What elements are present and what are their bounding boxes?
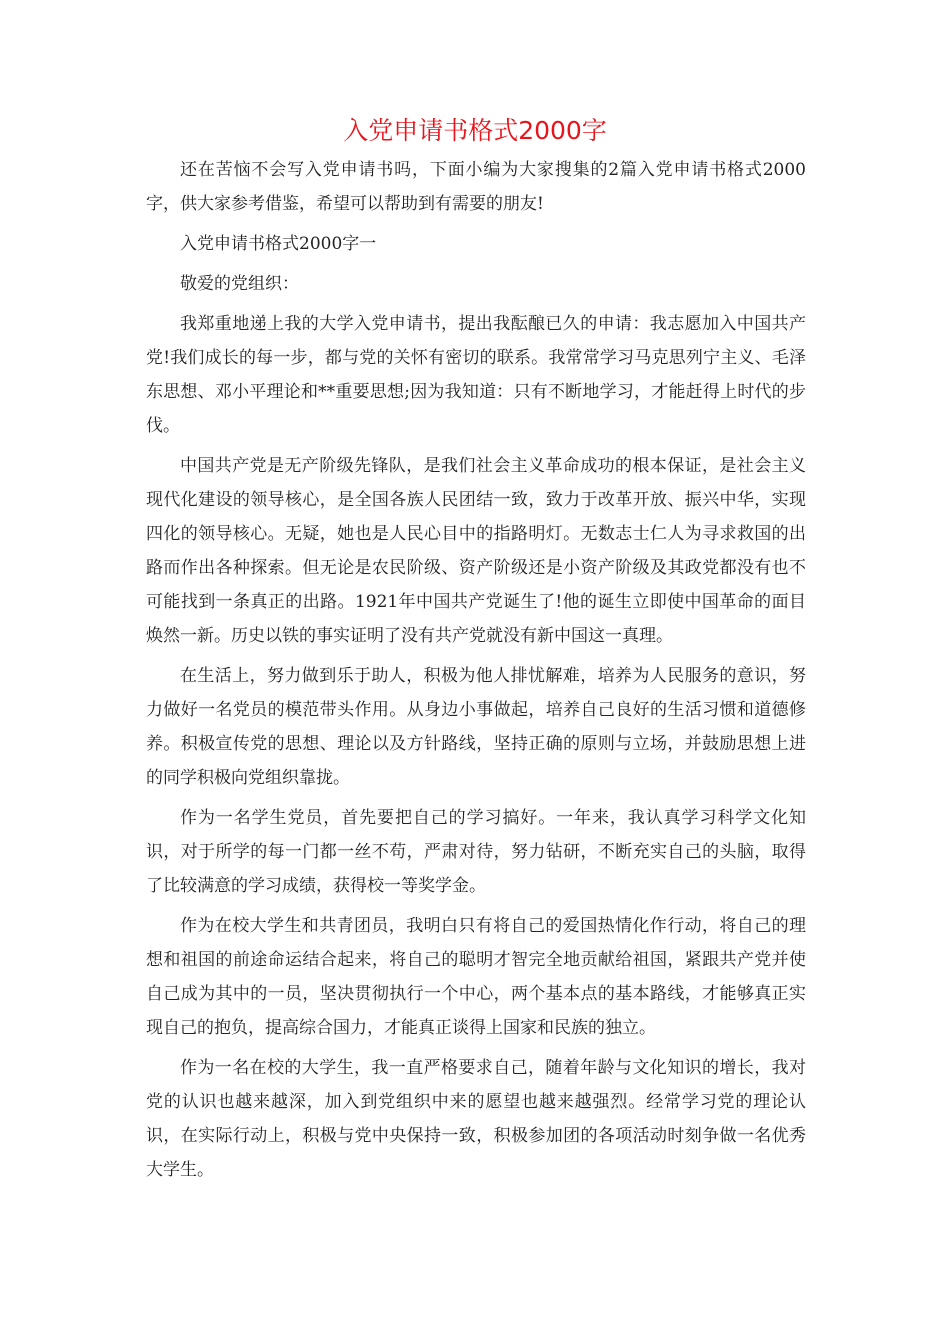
- salutation: 敬爱的党组织：: [180, 274, 299, 294]
- body-paragraph: 在生活上，努力做到乐于助人，积极为他人排忧解难，培养为人民服务的意识，努力做好一名党员的模范带头作用。从身边小事做起，培养自己良好的生活习惯和道德修养。积极宣传党的思想、理论以及方针路线，坚持正确的原则与立场，并鼓励思想上进的同学积极向党组织靠拢。: [146, 666, 806, 788]
- intro-paragraph: 还在苦恼不会写入党申请书吗，下面小编为大家搜集的2篇入党申请书格式2000字，供大家参考借鉴，希望可以帮助到有需要的朋友!: [146, 160, 806, 214]
- body-paragraph: 作为一名在校的大学生，我一直严格要求自己，随着年龄与文化知识的增长，我对党的认识也越来越深，加入到党组织中来的愿望也越来越强烈。经常学习党的理论认识，在实际行动上，积极与党中央保持一致，积极参加团的各项活动时刻争做一名优秀大学生。: [146, 1058, 806, 1180]
- document-body: [146, 153, 806, 1193]
- section-heading: 入党申请书格式2000字一: [180, 234, 377, 254]
- body-paragraph: 我郑重地递上我的大学入党申请书，提出我酝酿已久的申请：我志愿加入中国共产党!我们成长的每一步，都与党的关怀有密切的联系。我常常学习马克思列宁主义、毛泽东思想、邓小平理论和**重要思想;因为我知道：只有不断地学习，才能赶得上时代的步伐。: [146, 314, 806, 436]
- document-title: 入党申请书格式2000字: [343, 116, 607, 145]
- body-paragraph: 作为在校大学生和共青团员，我明白只有将自己的爱国热情化作行动，将自己的理想和祖国的前途命运结合起来，将自己的聪明才智完全地贡献给祖国，紧跟共产党并使自己成为其中的一员，坚决贯彻执行一个中心，两个基本点的基本路线，才能够真正实现自己的抱负，提高综合国力，才能真正谈得上国家和民族的独立。: [146, 916, 806, 1038]
- body-paragraph: 作为一名学生党员，首先要把自己的学习搞好。一年来，我认真学习科学文化知识，对于所学的每一门都一丝不苟，严肃对待，努力钻研，不断充实自己的头脑，取得了比较满意的学习成绩，获得校一等奖学金。: [146, 808, 806, 896]
- body-paragraph: 中国共产党是无产阶级先锋队，是我们社会主义革命成功的根本保证，是社会主义现代化建设的领导核心，是全国各族人民团结一致，致力于改革开放、振兴中华，实现四化的领导核心。无疑，她也是人民心目中的指路明灯。无数志士仁人为寻求救国的出路而作出各种探索。但无论是农民阶级、资产阶级还是小资产阶级及其政党都没有也不可能找到一条真正的出路。1921年中国共产党诞生了!他的诞生立即使中国革命的面目焕然一新。历史以铁的事实证明了没有共产党就没有新中国这一真理。: [146, 456, 806, 646]
